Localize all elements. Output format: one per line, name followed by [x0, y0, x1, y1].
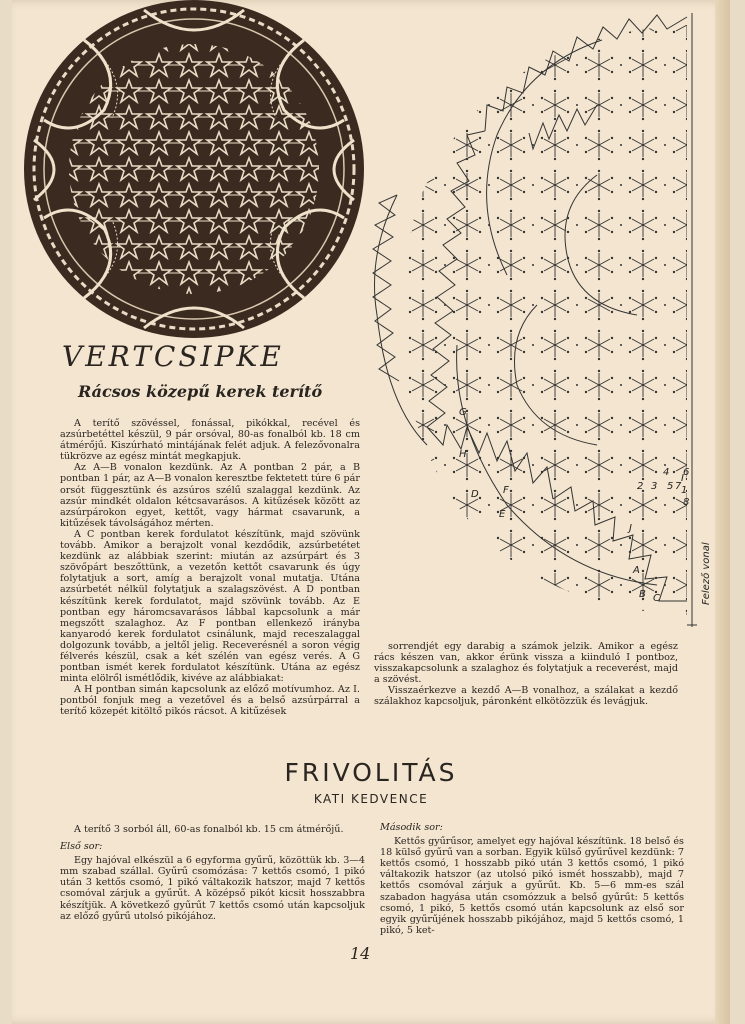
paragraph: Az A—B vonalon kezdünk. Az A pontban 2 pár, a B pontban 1 pár, az A—B vonalon keresztbe fektetett túre 6 pár orsót függesztünk és azsúros szélű szalaggal kezdünk. Az azsúr mindkét oldalon kétcsavarásos. A kitűzések között az azsúrpárokon egyet, kettőt, vagy hármat csavarunk, a kitűzések távolságához mérten.	[60, 462, 360, 529]
lace-doily-photo	[24, 0, 364, 338]
label-B: B	[639, 589, 646, 600]
label-I: I	[681, 473, 684, 484]
paragraph: Egy hajóval elkészül a 6 egyforma gyűrű, közöttük kb. 3—4 mm szabad szállal. Gyűrű csomózása: 7 kettős csomó, 1 pikó után 3 kettős csomó, 1 pikó váltakozik hatszor, majd 7 kettős csomóval zárjuk a gyűrűt. A középső pikót kicsit hosszabbra készítjük. A következő gyűrűt 7 kettős csomó után kapcsoljuk az előző gyűrű utolsó pikójához.	[60, 855, 365, 922]
article-title: VERTCSIPKE	[62, 340, 284, 373]
label-4: 4	[663, 467, 670, 478]
paragraph: Visszaérkezve a kezdő A—B vonalhoz, a szálakat a kezdő szálakhoz kapcsoljuk, páronként elkötözzük és levágjuk.	[374, 685, 678, 708]
label-H: H	[459, 449, 467, 460]
label-7: 7	[675, 481, 682, 492]
lace-pattern-diagram	[357, 5, 712, 635]
label-8: 8	[683, 497, 690, 508]
label-1: 1	[681, 485, 688, 496]
label-3: 3	[651, 481, 658, 492]
article-subtitle: Rácsos közepű kerek terítő	[78, 382, 323, 401]
label-G: G	[459, 407, 467, 418]
label-A: A	[633, 565, 640, 576]
paragraph: A terítő 3 sorból áll, 60-as fonalból kb. 15 cm átmérőjű.	[74, 824, 344, 835]
page-edge	[715, 0, 730, 1024]
paragraph: A H pontban simán kapcsolunk az előző motívumhoz. Az I. pontból fonjuk meg a vezetővel és a belső azsúrpárral a terítő közepét kitöltő pikós rácsot. A kitűzések	[60, 684, 360, 718]
paragraph: Kettős gyűrűsor, amelyet egy hajóval készítünk. 18 belső és 18 külső gyűrű van a sorban. Egyik külső gyűrűvel kezdünk: 7 kettős csomó, 1 hosszabb pikó után 3 kettős csomó, 1 pikó váltakozik hatszor (az utolsó pikó ismét hosszabb), majd 7 kettős csomóval zárjuk a gyűrűt. Kb. 5—6 mm-es szál szabadon hagyása után csomózzuk a belső gyűrűt: 5 kettős csomó, 1 pikó, 5 kettős csomó után kapcsolunk az első sor egyik gyűrűjének hosszabb pikójához, majd 5 kettős csomó, 1 pikó, 5 ket-	[380, 836, 684, 936]
page-number: 14	[350, 944, 371, 963]
label-6: 6	[683, 467, 690, 478]
label-F: F	[503, 485, 509, 496]
section-heading-second-row: Második sor:	[380, 822, 443, 833]
article-column-1	[60, 418, 360, 718]
paragraph: A C pontban kerek fordulatot készítünk, majd szövünk tovább. Amikor a berajzolt vonal kezdődik, azsúrbetétet kezdünk az alábbiak szerint: miután az azsúrpárt és 3 szövőpárt beszőttünk, a vezetőn kettőt csavarunk és úgy folytatjuk a sort, amíg a berajzolt vonal mutatja. Utána azsúrbetét nélkül folytatjuk a szalagszövést. A D pontban készítünk kerek fordulatot, majd szövünk tovább. Az E pontban egy háromcsavarásos lábbal kapcsolunk a már megszőtt szalaghoz. Az F pontban ellenkező irányba kanyarodó kerek fordulatot csinálunk, majd receszalaggal dolgozunk tovább, a jeltől jelig. Receverésnél a soron végig félverés készül, csak a két szélén van egész verés. A G pontban ismét kerek fordulatot készítünk. Utána az egész minta elölről ismétlődik, kivéve az alábbiakat:	[60, 528, 360, 685]
frivolitas-subtitle: KATI KEDVENCE	[313, 792, 429, 806]
article-column-2	[374, 641, 678, 708]
section-heading-first-row: Első sor:	[60, 841, 103, 853]
pattern-drawing	[357, 5, 712, 635]
label-D: D	[471, 489, 479, 500]
magazine-page	[12, 0, 730, 1024]
halving-line-label: Felező vonal	[701, 542, 712, 605]
doily-pattern	[24, 0, 364, 338]
label-5: 5	[667, 481, 674, 492]
frivolitas-column-2	[380, 822, 684, 937]
label-C: C	[653, 593, 660, 604]
paragraph: sorrendjét egy darabig a számok jelzik. Amikor a egész rács készen van, akkor érünk vissza a kiinduló I pontboz, visszakapcsolunk a szalaghoz és folytatjuk a receverést, majd a szövést.	[374, 641, 678, 686]
label-E: E	[499, 509, 506, 520]
frivolitas-column-1	[60, 824, 365, 923]
label-2: 2	[637, 481, 644, 492]
frivolitas-title: FRIVOLITÁS	[284, 758, 458, 787]
label-J: J	[629, 523, 632, 534]
paragraph: A terítő szövéssel, fonással, pikókkal, recével és azsúrbetéttel készül, 9 pár orsóval, 80-as fonalból kb. 18 cm átmérőjű. Kiszúrható mintájának felét adjuk. A felezővonalra tükrözve az egész mintát megkapjuk.	[60, 418, 360, 463]
